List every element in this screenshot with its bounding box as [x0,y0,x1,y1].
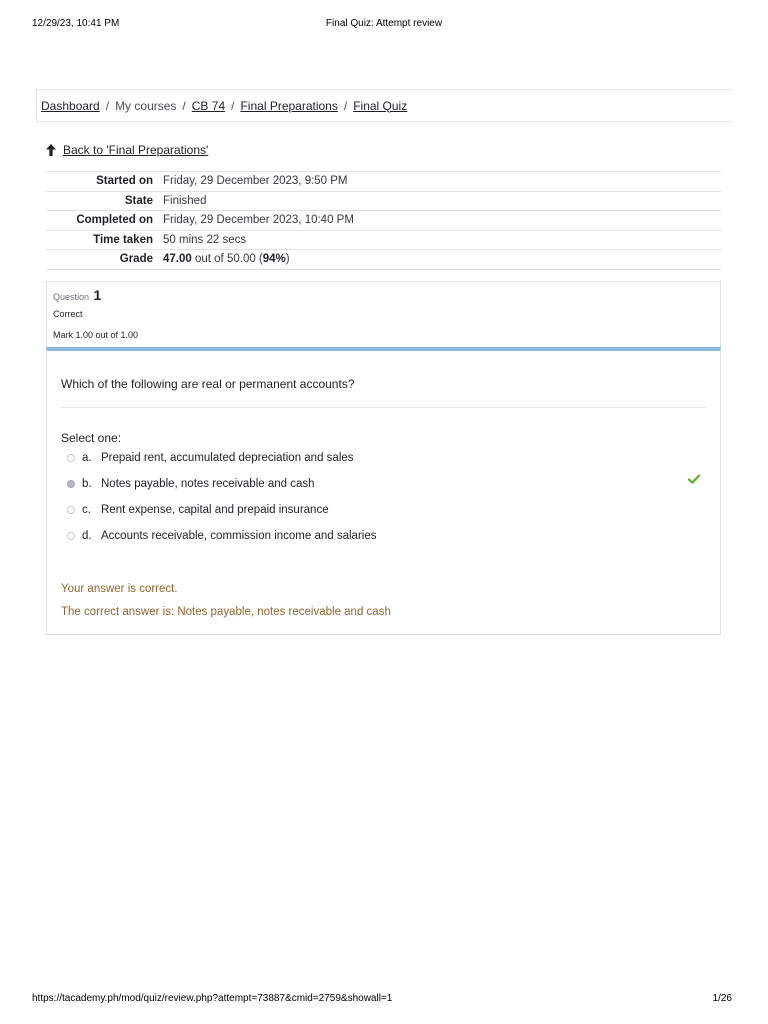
answer-option-c[interactable] [67,502,329,518]
check-icon [688,473,700,485]
right-answer: The correct answer is: Notes payable, notes receivable and cash [61,606,391,618]
option-text: Rent expense, capital and prepaid insurance [101,504,329,516]
option-letter: d. [82,530,92,542]
summary-row-completed [46,211,721,231]
question-text: Which of the following are real or permanent accounts? [61,377,355,391]
answer-option-b[interactable] [67,476,315,492]
question-prefix: Question [53,292,90,302]
breadcrumb-separator: / [231,98,235,113]
summary-row-grade [46,250,721,270]
grade-score: 47.00 [163,253,192,266]
summary-label: Started on [96,175,153,188]
breadcrumb-final-quiz[interactable]: Final Quiz [353,98,408,113]
breadcrumb [36,89,732,122]
question-number [53,287,101,303]
summary-value: Friday, 29 December 2023, 10:40 PM [163,214,354,227]
print-datetime: 12/29/23, 10:41 PM [32,18,120,29]
question-number-value: 1 [93,287,102,303]
print-url: https://tacademy.ph/mod/quiz/review.php?attempt=73887&cmid=2759&showall=1 [32,993,393,1004]
grade-out-of: out of 50.00 [194,253,256,266]
back-to-section-link[interactable]: Back to 'Final Preparations' [63,143,209,157]
arrow-up-icon [46,144,56,156]
summary-row-state [46,191,721,211]
answer-feedback: Your answer is correct. [61,583,178,595]
summary-row-time-taken [46,230,721,250]
page-number: 1/26 [712,993,732,1004]
breadcrumb-final-preparations[interactable]: Final Preparations [240,98,338,113]
grade-percent: 94% [262,253,286,266]
summary-row-started [46,172,721,192]
question-state: Correct [53,309,83,319]
summary-label: Completed on [76,214,153,227]
breadcrumb-my-courses: My courses [115,98,177,113]
option-letter: b. [82,478,92,490]
back-link-row [46,143,208,157]
question-info [46,281,721,348]
summary-label: State [124,194,153,207]
summary-value: 50 mins 22 secs [163,233,247,246]
radio-button[interactable] [67,506,75,514]
option-text: Prepaid rent, accumulated depreciation and sales [101,452,354,464]
radio-button[interactable] [67,454,75,462]
summary-label: Grade [119,253,153,266]
summary-value: Finished [163,194,207,207]
option-letter: c. [82,504,91,516]
answer-option-d[interactable] [67,528,376,544]
breadcrumb-separator: / [105,98,110,113]
summary-label: Time taken [93,233,153,246]
option-text: Accounts receivable, commission income and salaries [101,530,377,542]
answer-prompt: Select one: [61,431,122,445]
option-text: Notes payable, notes receivable and cash [101,478,315,490]
print-title: Final Quiz: Attempt review [325,18,443,29]
breadcrumb-separator: / [182,98,186,113]
answer-option-a[interactable] [67,450,354,466]
summary-value: Friday, 29 December 2023, 9:50 PM [163,175,348,188]
print-footer [32,993,736,1007]
breadcrumb-separator: / [343,98,348,113]
radio-button-selected[interactable] [67,480,75,488]
radio-button[interactable] [67,532,75,540]
divider [61,407,706,408]
option-letter: a. [82,452,92,464]
print-header [32,18,736,32]
attempt-summary-table [46,171,721,270]
breadcrumb-course[interactable]: CB 74 [191,98,226,113]
grade-value: 47.00 out of 50.00 (94%) [163,253,290,266]
question-content [46,347,721,635]
breadcrumb-dashboard[interactable]: Dashboard [41,98,100,113]
question-mark: Mark 1.00 out of 1.00 [53,330,139,340]
